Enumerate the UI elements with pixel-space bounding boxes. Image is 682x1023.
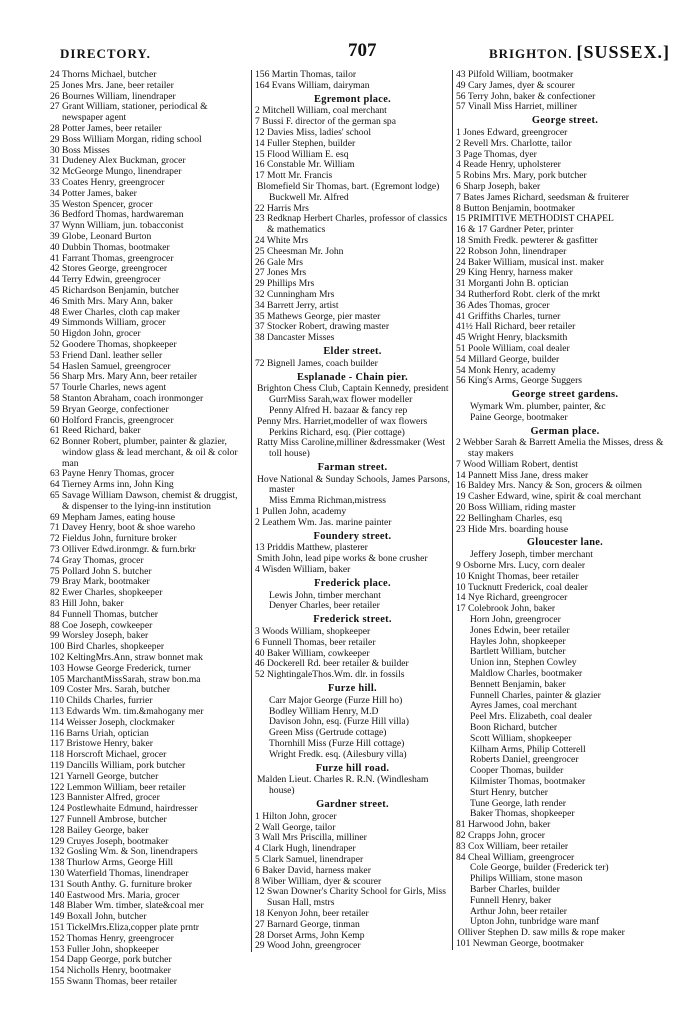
directory-entry: Miss Emma Richman,mistress [269, 496, 386, 507]
directory-entry: 103 Howse George Frederick, turner [50, 663, 191, 674]
header-location [489, 42, 670, 63]
directory-entry: 5 Clark Samuel, linendraper [255, 854, 364, 865]
directory-entry: 62 Bonner Robert, plumber, painter & glazier, window glass & lead merchant, & oil & color man [50, 437, 238, 469]
directory-entry: 140 Eastwood Mrs. Maria, grocer [50, 890, 180, 901]
directory-entry: 118 Horscroft Michael, grocer [50, 750, 167, 761]
directory-entry: Peel Mrs. Elizabeth, coal dealer [470, 712, 593, 723]
directory-entry: 114 Weisser Joseph, clockmaker [50, 717, 175, 728]
directory-entry: 43 Pilfold William, bootmaker [456, 70, 574, 80]
directory-entry: 61 Reed Richard, baker [50, 426, 141, 437]
directory-entry: 24 Baker William, musical inst. maker [456, 257, 604, 268]
street-heading: Gloucester lane. [526, 537, 604, 549]
directory-entry: 56 Terry John, baker & confectioner [456, 91, 596, 102]
directory-entry: 24 White Mrs [255, 235, 309, 246]
directory-entry: 25 Jones Mrs. Jane, beer retailer [50, 80, 174, 91]
directory-entry: 123 Bannister Alfred, grocer [50, 793, 160, 804]
street-heading: Furze hill road. [315, 762, 390, 774]
directory-entry: 69 Mepham James, eating house [50, 512, 175, 523]
directory-entry: 3 Wall Mrs Priscilla, milliner [255, 833, 367, 844]
directory-entry: Wright Fredk. esq. (Ailesbury villa) [269, 749, 407, 760]
directory-entry: 64 Tierney Arms inn, John King [50, 480, 174, 491]
directory-entry: Olliver Stephen D. saw mills & rope maker [458, 928, 625, 939]
directory-entry: 2 Webber Sarah & Barrett Amelia the Misses, dress & stay makers [456, 438, 664, 460]
directory-entry: 73 Olliver Edwd.ironmgr. & furn.brkr [50, 545, 196, 556]
directory-entry: 8 Wiber William, dyer & scourer [255, 876, 382, 887]
directory-column-3 [452, 70, 674, 950]
directory-entry: Tune George, lath render [470, 798, 566, 809]
directory-entry: Bartlett William, butcher [470, 647, 566, 658]
directory-entry: 52 NightingaleThos.Wm. dlr. in fossils [255, 670, 405, 681]
directory-entry: 84 Cheal William, greengrocer [456, 852, 575, 863]
directory-entry: Sturt Henry, butcher [470, 787, 548, 798]
directory-entry: 46 Smith Mrs. Mary Ann, baker [50, 296, 173, 307]
directory-entry: 51 Poole William, coal dealer [456, 343, 570, 354]
directory-entry: 29 Boss William Morgan, riding school [50, 134, 202, 145]
directory-entry: Kilham Arms, Philip Cotterell [470, 744, 586, 755]
directory-entry: 49 Simmonds William, grocer [50, 318, 166, 329]
directory-entry: 155 Swann Thomas, beer retailer [50, 976, 177, 987]
header-county: [SUSSEX.] [576, 42, 670, 62]
directory-entry: 30 Boss Misses [50, 145, 110, 156]
directory-entry: 32 McGeorge Mungo, linendraper [50, 167, 182, 178]
directory-entry: 7 Bussi F. director of the german spa [255, 117, 396, 128]
directory-entry: 38 Dancaster Misses [255, 333, 335, 344]
directory-entry: Ayres James, coal merchant [470, 701, 577, 712]
directory-entry: 23 Hide Mrs. boarding house [456, 524, 569, 535]
directory-entry: Cooper Thomas, builder [470, 766, 564, 777]
directory-entry: 110 Childs Charles, furrier [50, 696, 153, 707]
directory-entry: 34 Rutherford Robt. clerk of the mrkt [456, 289, 601, 300]
directory-entry: 60 Holford Francis, greengrocer [50, 415, 174, 426]
directory-entry: 151 TickelMrs.Eliza,copper plate prntr [50, 922, 199, 933]
directory-entry: 154 Dapp George, pork butcher [50, 955, 172, 966]
directory-columns [50, 70, 670, 1015]
directory-entry: 129 Cruyes Joseph, bootmaker [50, 836, 169, 847]
directory-entry: 16 Baldey Mrs. Nancy & Son, grocers & oilmen [456, 481, 642, 492]
directory-entry: Funnell Henry, baker [470, 895, 552, 906]
directory-entry: 31 Morganti John B. optician [456, 279, 569, 290]
directory-entry: 37 Stocker Robert, drawing master [255, 322, 390, 333]
street-heading: Egremont place. [313, 93, 392, 105]
directory-entry: 31 Dudeney Alex Buckman, grocer [50, 156, 186, 167]
directory-entry: 117 Bristowe Henry, baker [50, 739, 153, 750]
directory-entry: 50 Higdon John, grocer [50, 329, 141, 340]
directory-entry: 16 & 17 Gardner Peter, printer [456, 225, 574, 236]
directory-entry: 4 Reade Henry, upholsterer [456, 160, 561, 171]
directory-entry: 74 Gray Thomas, grocer [50, 555, 144, 566]
directory-entry: 10 Knight Thomas, beer retailer [456, 571, 579, 582]
street-heading: Frederick street. [313, 614, 392, 626]
directory-entry: 130 Waterfield Thomas, linendraper [50, 868, 189, 879]
directory-entry: 20 Boss William, riding master [456, 503, 576, 514]
directory-entry: Cole George, builder (Frederick ter) [470, 863, 609, 874]
directory-entry: Jones Edwin, beer retailer [470, 625, 570, 636]
directory-entry: 12 Swan Downer's Charity School for Girls, Miss Susan Hall, mstrs [255, 887, 446, 909]
directory-entry: 22 Bellingham Charles, esq [456, 513, 563, 524]
street-heading: German place. [530, 425, 600, 437]
directory-entry: 29 King Henry, harness maker [456, 268, 573, 279]
directory-entry: 131 South Anthy. G. furniture broker [50, 879, 192, 890]
directory-entry: Baker Thomas, shopkeeper [470, 809, 575, 820]
directory-entry: Horn John, greengrocer [470, 615, 561, 626]
directory-entry: 6 Sharp Joseph, baker [456, 181, 541, 192]
directory-entry: 84 Funnell Thomas, butcher [50, 609, 159, 620]
directory-entry: 154 Nicholls Henry, bootmaker [50, 966, 171, 977]
directory-entry: 124 Postlewhaite Edmund, hairdresser [50, 804, 198, 815]
directory-entry: 48 Ewer Charles, cloth cap maker [50, 307, 180, 318]
directory-entry: 83 Hill John, baker [50, 599, 124, 610]
directory-entry: 88 Coe Joseph, cowkeeper [50, 620, 153, 631]
directory-entry: 2 Revell Mrs. Charlotte, tailor [456, 138, 572, 149]
directory-entry: 42 Stores George, greengrocer [50, 264, 168, 275]
street-heading: George street. [531, 115, 599, 127]
directory-entry: Maldlow Charles, bootmaker [470, 669, 583, 680]
directory-entry: 56 King's Arms, George Suggers [456, 376, 582, 387]
directory-entry: 72 Bignell James, coach builder [255, 358, 378, 369]
directory-entry: Kilmister Thomas, bootmaker [470, 777, 586, 787]
directory-entry: 29 Wood John, greengrocer [255, 941, 361, 952]
directory-entry: 71 Davey Henry, boot & shoe wareho [50, 523, 196, 534]
street-heading: Elder street. [323, 345, 382, 357]
directory-entry: 14 Pannett Miss Jane, dress maker [456, 470, 589, 481]
directory-entry: 54 Monk Henry, academy [456, 365, 556, 376]
directory-entry: Barber Charles, builder [470, 884, 560, 895]
directory-entry: 28 Potter James, beer retailer [50, 123, 162, 134]
directory-entry: Malden Lieut. Charles R. R.N. (Windlesham house) [257, 775, 429, 797]
directory-entry: 45 Wright Henry, blacksmith [456, 333, 568, 344]
directory-entry: 25 Cheesman Mr. John [255, 246, 344, 257]
directory-entry: 153 Fuller John, shopkeeper [50, 944, 159, 955]
street-heading: Gardner street. [316, 799, 389, 810]
directory-entry: 65 Savage William Dawson, chemist & druggist, & dispenser to the lying-inn institution [50, 491, 238, 512]
directory-entry: 100 Bird Charles, shopkeeper [50, 642, 165, 653]
directory-entry: 18 Kenyon John, beer retailer [255, 908, 369, 919]
directory-entry: 2 Wall George, tailor [255, 822, 336, 833]
directory-entry: 105 MarchantMissSarah, straw bon.ma [50, 674, 201, 685]
directory-entry: 18 Smith Fredk. pewterer & gasfitter [456, 235, 598, 246]
directory-entry: 149 Boxall John, butcher [50, 912, 147, 923]
directory-entry: 127 Funnell Ambrose, butcher [50, 814, 167, 825]
directory-entry: Penny Alfred H. bazaar & fancy rep [269, 405, 408, 416]
directory-column-1 [50, 70, 246, 988]
directory-entry: 10 Tucknutt Frederick, coal dealer [456, 582, 588, 593]
directory-entry: Blomefield Sir Thomas, bart. (Egremont lodge) [257, 181, 440, 192]
directory-entry: 63 Payne Henry Thomas, grocer [50, 469, 175, 480]
directory-entry: 32 Cunningham Mrs [255, 289, 335, 300]
directory-entry: 1 Jones Edward, greengrocer [456, 127, 568, 138]
directory-entry: Thornhill Miss (Furze Hill cottage) [269, 739, 405, 750]
directory-entry: 15 PRIMITIVE METHODIST CHAPEL [456, 214, 614, 225]
directory-entry: 101 Newman George, bootmaker [456, 938, 584, 949]
directory-entry: Brighton Chess Club, Captain Kennedy, president [257, 384, 449, 395]
directory-entry: 54 Haslen Samuel, greengrocer [50, 361, 171, 372]
directory-entry: 82 Crapps John, grocer [456, 830, 545, 841]
directory-entry: 54 Millard George, builder [456, 354, 560, 365]
directory-entry: 46 Dockerell Rd. beer retailer & builder [255, 659, 409, 670]
directory-entry: 27 Barnard George, tinman [255, 919, 360, 930]
directory-entry: 29 Phillips Mrs [255, 279, 315, 290]
directory-entry: Hayles John, shopkeeper [470, 636, 566, 647]
directory-entry: 35 Mathews George, pier master [255, 311, 381, 322]
directory-entry: 1 Hilton John, grocer [255, 811, 337, 822]
directory-entry: 102 KeltingMrs.Ann, straw bonnet mak [50, 653, 203, 664]
street-heading: Frederick place. [314, 577, 391, 589]
directory-entry: 113 Edwards Wm. tim.&mahogany mer [50, 707, 204, 718]
street-heading: Esplanade - Chain pier. [296, 371, 409, 383]
directory-entry: 36 Ades Thomas, grocer [456, 300, 550, 311]
directory-entry: 28 Dorset Arms, John Kemp [255, 930, 365, 941]
directory-entry: Denyer Charles, beer retailer [269, 601, 380, 612]
directory-entry: 99 Worsley Joseph, baker [50, 631, 149, 642]
directory-entry: 37 Wynn William, jun. tobacconist [50, 221, 184, 232]
directory-entry: 3 Woods William, shopkeeper [255, 627, 371, 638]
directory-entry: 26 Bournes William, linendraper [50, 91, 176, 102]
directory-entry: 14 Fuller Stephen, builder [255, 138, 356, 149]
directory-entry: 24 Thorns Michael, butcher [50, 70, 157, 80]
directory-entry: 2 Mitchell William, coal merchant [255, 106, 387, 117]
directory-entry: Davison John, esq. (Furze Hill villa) [269, 717, 409, 728]
directory-entry: 109 Coster Mrs. Sarah, butcher [50, 685, 170, 696]
directory-entry: Wymark Wm. plumber, painter, &c [470, 401, 606, 412]
directory-entry: 15 Flood William E. esq [255, 149, 349, 160]
directory-entry: 23 Redknap Herbert Charles, professor of classics & mathematics [255, 214, 448, 236]
directory-entry: Bodley William Henry, M.D [269, 706, 379, 717]
directory-entry: 9 Osborne Mrs. Lucy, corn dealer [456, 561, 586, 572]
directory-entry: GurrMiss Sarah,wax flower modeller [269, 395, 413, 406]
directory-entry: Arthur John, beer retailer [470, 906, 567, 917]
directory-entry: 12 Davies Miss, ladies' school [255, 127, 372, 138]
directory-entry: 132 Gosling Wm. & Son, linendrapers [50, 847, 198, 858]
directory-entry: 40 Dubbin Thomas, bootmaker [50, 242, 170, 253]
directory-entry: 26 Gale Mrs [255, 257, 303, 268]
directory-entry: 5 Robins Mrs. Mary, pork butcher [456, 171, 587, 182]
directory-entry: 81 Harwood John, baker [456, 820, 551, 831]
directory-entry: Buckwell Mr. Alfred [269, 192, 349, 203]
directory-entry: 116 Barns Uriah, optician [50, 728, 149, 739]
directory-entry: 52 Goodere Thomas, shopkeeper [50, 339, 177, 350]
directory-entry: 36 Bedford Thomas, hardwareman [50, 210, 184, 221]
directory-entry: 41½ Hall Richard, beer retailer [456, 322, 576, 333]
directory-entry: 7 Bates James Richard, seedsman & fruiterer [456, 192, 629, 203]
directory-entry: 22 Robson John, linendraper [456, 246, 567, 257]
page-number: 707 [348, 40, 377, 61]
directory-entry: 17 Colebrook John, baker [456, 604, 556, 615]
directory-entry: Carr Major George (Furze Hill ho) [269, 695, 403, 706]
directory-entry: 156 Martin Thomas, tailor [255, 70, 357, 80]
directory-entry: Smith John, lead pipe works & bone crusher [257, 554, 428, 565]
directory-entry: Ratty Miss Caroline,milliner &dressmaker (West toll house) [257, 438, 446, 460]
directory-entry: Lewis John, timber merchant [269, 590, 381, 601]
directory-entry: 57 Tourle Charles, news agent [50, 383, 167, 394]
directory-entry: 39 Globe, Leonard Burton [50, 231, 152, 242]
directory-entry: 122 Lemmon William, beer retailer [50, 782, 186, 793]
directory-entry: Union inn, Stephen Cowley [470, 658, 577, 669]
directory-entry: 121 Yarnell George, butcher [50, 771, 159, 782]
directory-entry: 27 Jones Mrs [255, 268, 307, 279]
directory-entry: Paine George, bootmaker [470, 412, 568, 423]
directory-column-2 [251, 70, 450, 952]
directory-entry: 119 Dancills William, pork butcher [50, 761, 186, 771]
directory-entry: 128 Bailey George, baker [50, 825, 149, 836]
directory-entry: 14 Nye Richard, greengrocer [456, 593, 568, 604]
street-heading: George street gardens. [511, 389, 619, 401]
directory-entry: 49 Cary James, dyer & scourer [456, 80, 575, 91]
directory-entry: 45 Richardson Benjamin, butcher [50, 285, 179, 296]
directory-entry: Jeffery Joseph, timber merchant [470, 550, 593, 561]
page-header [60, 40, 670, 64]
directory-entry: 138 Thurlow Arms, George Hill [50, 858, 174, 869]
directory-entry: 148 Blaber Wm. timber, slate&coal mer [50, 901, 204, 912]
header-town: BRIGHTON. [488, 46, 573, 61]
directory-entry: Green Miss (Gertrude cottage) [269, 728, 387, 739]
street-heading: Foundery street. [313, 530, 392, 542]
directory-entry: Penny Mrs. Harriet,modeller of wax flowers [257, 416, 428, 427]
header-section-title: DIRECTORY. [60, 46, 151, 61]
directory-entry: Hove National & Sunday Schools, James Parsons, master [257, 474, 450, 496]
directory-entry: 34 Barrett Jerry, artist [255, 300, 339, 311]
directory-entry: 8 Button Benjamin, bootmaker [456, 203, 575, 214]
directory-entry: 22 Harris Mrs [255, 203, 309, 214]
directory-entry: 34 Potter James, baker [50, 188, 137, 199]
directory-entry: 35 Weston Spencer, grocer [50, 199, 153, 210]
directory-entry: 83 Cox William, beer retailer [456, 841, 569, 852]
directory-entry: 17 Mott Mr. Francis [255, 171, 333, 182]
directory-entry: 152 Thomas Henry, greengrocer [50, 933, 174, 944]
directory-entry: 41 Farrant Thomas, greengrocer [50, 253, 174, 264]
directory-entry: 27 Grant William, stationer, periodical & newspaper agent [50, 102, 208, 124]
directory-entry: 44 Terry Edwin, greengrocer [50, 275, 161, 286]
directory-entry: Upton John, tunbridge ware manf [470, 917, 600, 928]
directory-entry: 53 Friend Danl. leather seller [50, 350, 163, 361]
directory-entry: 57 Vinall Miss Harriet, milliner [456, 102, 578, 113]
directory-entry: Scott William, shopkeeper [470, 733, 572, 744]
street-heading: Furze hill. [328, 683, 377, 695]
directory-entry: 4 Clark Hugh, linendraper [255, 844, 356, 855]
directory-entry: 7 Wood William Robert, dentist [456, 459, 578, 470]
directory-entry: 3 Page Thomas, dyer [456, 149, 537, 160]
street-heading: Farman street. [317, 461, 388, 473]
directory-entry: 59 Bryan George, confectioner [50, 404, 169, 415]
directory-entry: Roberts Daniel, greengrocer [470, 755, 579, 766]
directory-entry: 56 Sharp Mrs. Mary Ann, beer retailer [50, 372, 198, 383]
directory-entry: 2 Leathem Wm. Jas. marine painter [255, 517, 392, 528]
directory-entry: 13 Priddis Matthew, plasterer [255, 543, 368, 554]
directory-entry: Funnell Charles, painter & glazier [470, 690, 601, 701]
directory-entry: 58 Stanton Abraham, coach ironmonger [50, 393, 204, 404]
directory-entry: 40 Baker William, cowkeeper [255, 648, 370, 659]
directory-entry: 6 Baker David, harness maker [255, 865, 371, 876]
directory-entry: Boon Richard, butcher [470, 723, 558, 734]
directory-entry: 19 Casher Edward, wine, spirit & coal merchant [456, 492, 642, 503]
directory-entry: 82 Ewer Charles, shopkeeper [50, 588, 163, 599]
directory-entry: 1 Pullen John, academy [255, 507, 347, 518]
directory-entry: 72 Fieldus John, furniture broker [50, 534, 177, 545]
directory-entry: 164 Evans William, dairyman [255, 80, 370, 91]
directory-entry: Philips William, stone mason [470, 874, 583, 885]
directory-entry: Perkins Richard, esq. (Pier cottage) [269, 427, 405, 438]
directory-entry: Bennett Benjamin, baker [470, 679, 566, 690]
directory-entry: 79 Bray Mark, bootmaker [50, 577, 150, 588]
directory-entry: 4 Wisden William, baker [255, 565, 351, 576]
directory-entry: 75 Pollard John S. butcher [50, 566, 152, 577]
directory-entry: 6 Funnell Thomas, beer retailer [255, 637, 376, 648]
directory-entry: 16 Constable Mr. William [255, 160, 355, 171]
directory-entry: 33 Coates Henry, greengrocer [50, 177, 165, 188]
directory-entry: 41 Griffiths Charles, turner [456, 311, 561, 322]
